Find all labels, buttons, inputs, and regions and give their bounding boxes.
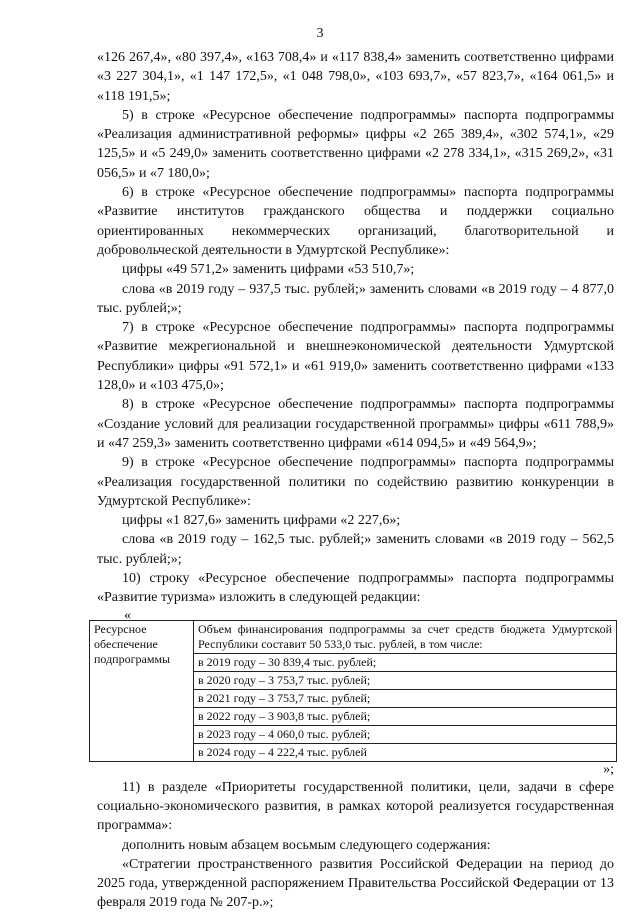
paragraph: слова «в 2019 году – 937,5 тыс. рублей;» заменить словами «в 2019 году – 4 877,0 тыс. рублей;»; (97, 281, 614, 316)
table-label-cell: Ресурсное обеспечение подпрограммы (90, 620, 194, 761)
paragraphs-bottom (97, 778, 614, 913)
paragraph: 5) в строке «Ресурсное обеспечение подпрограммы» паспорта подпрограммы «Реализация административной реформы» цифры «2 265 389,4», «302 574,1», «29 125,5» и «5 249,0» заменить соответственно цифрами «2 278 334,1», «315 269,2», «31 056,5» и «7 180,0»; (97, 107, 614, 181)
quote-open-mark: « (124, 607, 131, 623)
page-number: 3 (316, 26, 324, 41)
table-year-cell: в 2022 году – 3 903,8 тыс. рублей; (194, 707, 617, 725)
table-year-cell: в 2019 году – 30 839,4 тыс. рублей; (194, 653, 617, 671)
table-row (90, 620, 617, 653)
table-year-cell: в 2020 году – 3 753,7 тыс. рублей; (194, 671, 617, 689)
paragraph: слова «в 2019 году – 162,5 тыс. рублей;» заменить словами «в 2019 году – 562,5 тыс. рублей;»; (97, 532, 614, 567)
paragraph: «Стратегии пространственного развития Российской Федерации на период до 2025 года, утвержденной распоряжением Правительства Российской Федерации от 13 февраля 2019 года № 207-р.»; (97, 856, 614, 911)
document-body (94, 48, 614, 913)
table-year-cell: в 2023 году – 4 060,0 тыс. рублей; (194, 725, 617, 743)
table-intro-cell: Объем финансирования подпрограммы за счет средств бюджета Удмуртской Республики составит 50 533,0 тыс. рублей, в том числе: (194, 620, 617, 653)
paragraphs-top (97, 48, 614, 608)
paragraph: 7) в строке «Ресурсное обеспечение подпрограммы» паспорта подпрограммы «Развитие межрегиональной и внешнеэкономической деятельности Удмуртской Республики» цифры «91 572,1» и «61 919,0» заменить соответственно цифрами «133 128,0» и «103 475,0»; (97, 320, 614, 394)
paragraph: 6) в строке «Ресурсное обеспечение подпрограммы» паспорта подпрограммы «Развитие институтов гражданского общества и поддержки социально ориентированных некоммерческих организаций, благотворительной и добровольческой деятельности в Удмуртской Республике»: (97, 185, 614, 258)
table-year-cell: в 2024 году – 4 222,4 тыс. рублей (194, 743, 617, 761)
paragraph: 11) в разделе «Приоритеты государственной политики, цели, задачи в сфере социально-экономического развития, в рамках которой реализуется государственная программа»: (97, 779, 614, 834)
resource-table (89, 620, 617, 762)
paragraph: «126 267,4», «80 397,4», «163 708,4» и «117 838,4» заменить соответственно цифрами «3 227 304,1», «1 147 172,5», «1 048 798,0», «103 693,7», «57 823,7», «164 061,5» и «118 191,5»; (97, 50, 614, 104)
paragraph: цифры «49 571,2» заменить цифрами «53 510,7»; (122, 262, 415, 278)
paragraph: дополнить новым абзацем восьмым следующего содержания: (122, 837, 491, 853)
paragraph: 8) в строке «Ресурсное обеспечение подпрограммы» паспорта подпрограммы «Создание условий для реализации государственной программы» цифры «611 788,9» и «47 259,3» заменить соответственно цифрами «614 094,5» и «49 564,9»; (97, 397, 614, 451)
paragraph: 9) в строке «Ресурсное обеспечение подпрограммы» паспорта подпрограммы «Реализация государственной политики по содействию развитию конкуренции в Удмуртской Республике»: (97, 455, 614, 509)
quote-close-mark: »; (603, 761, 614, 777)
table-year-cell: в 2021 году – 3 753,7 тыс. рублей; (194, 689, 617, 707)
paragraph: 10) строку «Ресурсное обеспечение подпрограммы» паспорта подпрограммы «Развитие туризма» изложить в следующей редакции: (97, 571, 614, 606)
paragraph: цифры «1 827,6» заменить цифрами «2 227,6»; (122, 513, 401, 529)
